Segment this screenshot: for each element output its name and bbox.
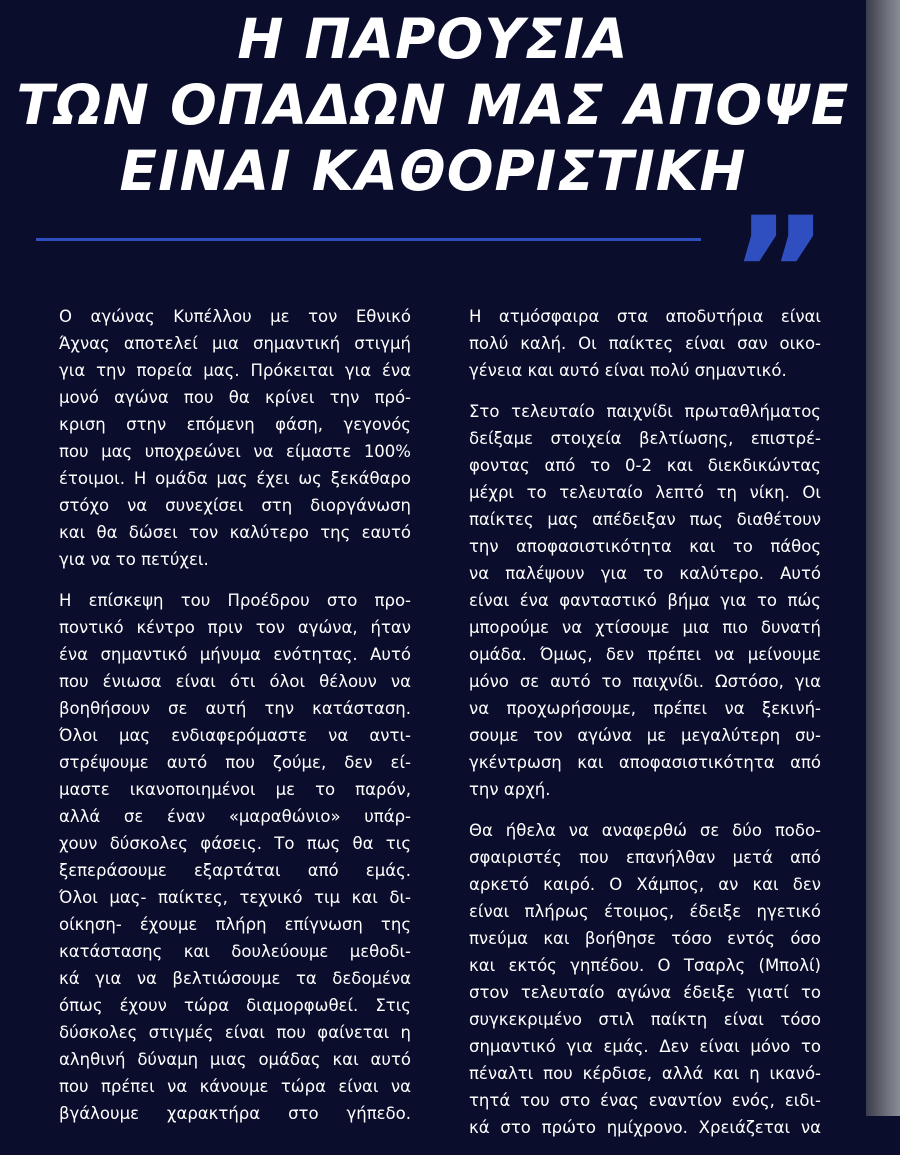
text-line: βοηθήσουν σε αυτή την κατάσταση. <box>59 699 411 718</box>
right-column <box>469 303 821 1155</box>
text-line: πνεύμα και βοήθησε τόσο εντός όσο <box>469 929 821 948</box>
paragraph <box>469 398 821 803</box>
text-line: μονό αγώνα που θα κρίνει την πρό- <box>59 388 411 407</box>
paragraph <box>59 303 411 573</box>
paragraph <box>469 303 821 384</box>
text-line: στόχο να συνεχίσει στη διοργάνωση <box>59 496 411 515</box>
text-line: σημαντικό για εμάς. Δεν είναι μόνο το <box>469 1037 821 1056</box>
headline-line-2: ΤΩΝ ΟΠΑΔΩΝ ΜΑΣ ΑΠΟΨΕ <box>16 73 850 137</box>
text-line: οίκηση- έχουμε πλήρη επίγνωση της <box>59 915 411 934</box>
text-line: ένα σημαντικό μήνυμα ενότητας. Αυτό <box>59 645 411 664</box>
text-line: βγάλουμε χαρακτήρα στο γήπεδο. <box>59 1104 411 1123</box>
headline-line-3: ΕΙΝΑΙ ΚΑΘΟΡΙΣΤΙΚΗ <box>119 139 747 203</box>
headline-line-1: Η ΠΑΡΟΥΣΙΑ <box>237 7 629 71</box>
text-line: γκέντρωση και αποφασιστικότητα από <box>469 753 821 772</box>
quote-mark-icon: ” <box>730 186 821 360</box>
text-line: έτοιμοι. Η ομάδα μας έχει ως ξεκάθαρο <box>59 469 411 488</box>
text-line: την αρχή. <box>469 780 551 799</box>
text-line: αλλά σε έναν «μαραθώνιο» υπάρ- <box>59 807 411 826</box>
text-line: που πρέπει να κάνουμε τώρα είναι να <box>59 1077 411 1096</box>
headline <box>0 6 866 204</box>
text-line: στρέψουμε αυτό που ζούμε, δεν εί- <box>59 753 411 772</box>
text-line: Ο αγώνας Κυπέλλου με τον Εθνικό <box>59 307 411 326</box>
text-line: δύσκολες στιγμές είναι που φαίνεται η <box>59 1023 411 1042</box>
text-line: κά για να βελτιώσουμε τα δεδομένα <box>59 969 411 988</box>
text-line: Όλοι μας- παίκτες, τεχνικό τιμ και δι- <box>59 888 411 907</box>
text-line: Στο τελευταίο παιχνίδι πρωταθλήματος <box>469 402 821 421</box>
text-line: γένεια και αυτό είναι πολύ σημαντικό. <box>469 361 787 380</box>
text-line: χουν δύσκολες φάσεις. Το πως θα τις <box>59 834 411 853</box>
text-line: για την πορεία μας. Πρόκειται για ένα <box>59 361 411 380</box>
text-line: που ένιωσα είναι ότι όλοι θέλουν να <box>59 672 411 691</box>
text-line: σφαιριστές που επανήλθαν μετά από <box>469 848 821 867</box>
text-line: πολύ καλή. Οι παίκτες είναι σαν οικο- <box>469 334 821 353</box>
text-line: για να το πετύχει. <box>59 550 209 569</box>
text-line: σουμε τον αγώνα με μεγαλύτερη συ- <box>469 726 821 745</box>
text-line: τητά του στο ένας εναντίον ενός, ειδι- <box>469 1091 821 1110</box>
text-line: ξεπεράσουμε εξαρτάται από εμάς. <box>59 861 411 880</box>
text-line: ομάδα. Όμως, δεν πρέπει να μείνουμε <box>469 645 821 664</box>
text-line: Άχνας αποτελεί μια σημαντική στιγμή <box>59 334 411 353</box>
text-line: Η ατμόσφαιρα στα αποδυτήρια είναι <box>469 307 821 326</box>
divider-rule <box>36 238 701 241</box>
text-line: Όλοι μας ενδιαφερόμαστε να αντι- <box>59 726 411 745</box>
text-line: παίκτες μας απέδειξαν πως διαθέτουν <box>469 510 821 529</box>
text-line: μόνο σε αυτό το παιχνίδι. Ωστόσο, για <box>469 672 821 691</box>
text-line: ποντικό κέντρο πριν τον αγώνα, ήταν <box>59 618 411 637</box>
text-line: μαστε ικανοποιημένοι με το παρόν, <box>59 780 411 799</box>
text-line: είναι ένα φανταστικό βήμα για το πώς <box>469 591 821 610</box>
page-edge <box>866 0 900 1116</box>
text-line: Η επίσκεψη του Προέδρου στο προ- <box>59 591 411 610</box>
paragraph <box>469 817 821 1141</box>
text-line: αληθινή δύναμη μιας ομάδας και αυτό <box>59 1050 411 1069</box>
text-line: συγκεκριμένο στιλ παίκτη είναι τόσο <box>469 1010 821 1029</box>
text-line: κατάστασης και δουλεύουμε μεθοδι- <box>59 942 411 961</box>
text-line: να προχωρήσουμε, πρέπει να ξεκινή- <box>469 699 821 718</box>
text-line: να παλέψουν για το καλύτερο. Αυτό <box>469 564 821 583</box>
text-line: που μας υποχρεώνει να είμαστε 100% <box>59 442 411 461</box>
text-line: κά στο πρώτο ημίχρονο. Χρειάζεται να <box>469 1118 821 1137</box>
text-line: στον τελευταίο αγώνα έδειξε γιατί το <box>469 983 821 1002</box>
text-line: και θα δώσει τον καλύτερο της εαυτό <box>59 523 411 542</box>
text-line: και εκτός γηπέδου. Ο Τσαρλς (Μπολί) <box>469 956 821 975</box>
text-line: κριση στην επόμενη φάση, γεγονός <box>59 415 411 434</box>
text-line: την αποφασιστικότητα και το πάθος <box>469 537 821 556</box>
text-line: πέναλτι που κέρδισε, αλλά και η ικανό- <box>469 1064 821 1083</box>
text-line: Θα ήθελα να αναφερθώ σε δύο ποδο- <box>469 821 821 840</box>
text-line: είναι πλήρως έτοιμος, έδειξε ηγετικό <box>469 902 821 921</box>
text-line: όπως έχουν τώρα διαμορφωθεί. Στις <box>59 996 411 1015</box>
text-line: μπορούμε να χτίσουμε μια πιο δυνατή <box>469 618 821 637</box>
text-line: μέχρι το τελευταίο λεπτό τη νίκη. Οι <box>469 483 821 502</box>
text-line: αρκετό καιρό. Ο Χάμπος, αν και δεν <box>469 875 821 894</box>
left-column <box>59 303 411 1141</box>
text-line: δείξαμε στοιχεία βελτίωσης, επιστρέ- <box>469 429 821 448</box>
paragraph <box>59 587 411 1127</box>
text-line: φοντας από το 0-2 και διεκδικώντας <box>469 456 821 475</box>
